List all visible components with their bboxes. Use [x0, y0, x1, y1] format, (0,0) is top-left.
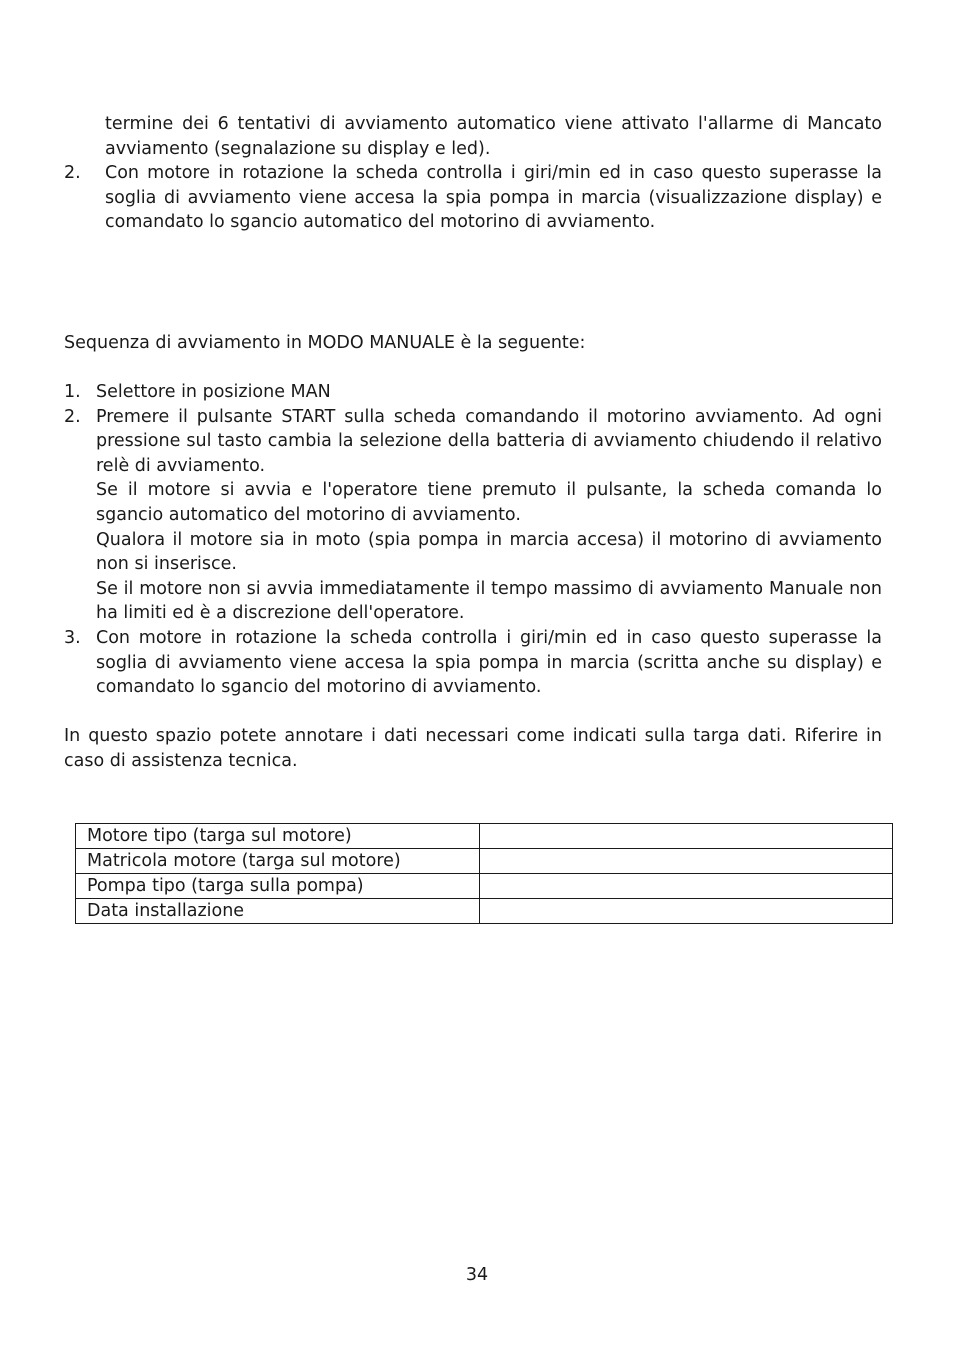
- table-cell-label: Data installazione: [76, 899, 480, 924]
- page-number: 34: [465, 1265, 489, 1285]
- table-cell-value[interactable]: [480, 899, 893, 924]
- table-cell-value[interactable]: [480, 874, 893, 899]
- list-item-text: Con motore in rotazione la scheda controlla i giri/min ed in caso questo superasse la soglia di avviamento viene accesa la spia pompa in marcia (visualizzazione display) e comandato lo sgancio automatico del motorino di avviamento.: [105, 163, 882, 233]
- table-row: [76, 874, 893, 899]
- list-item-2: [64, 161, 882, 235]
- list-item-continuation: termine dei 6 tentativi di avviamento automatico viene attivato l'allarme di Mancato avviamento (segnalazione su display e led).: [105, 114, 882, 159]
- list-item-2: [64, 405, 882, 626]
- list-item-text: Se il motore non si avvia immediatamente il tempo massimo di avviamento Manuale non ha limiti ed è a discrezione dell'operatore.: [96, 578, 882, 624]
- table-cell-value[interactable]: [480, 849, 893, 874]
- data-plate-table: [75, 823, 893, 924]
- list-item-3: [64, 626, 882, 700]
- table-row: [76, 824, 893, 849]
- list-item-text: Qualora il motore sia in moto (spia pompa in marcia accesa) il motorino di avviamento non si inserisce.: [96, 529, 882, 575]
- table-cell-label: Pompa tipo (targa sulla pompa): [76, 874, 480, 899]
- table-row: [76, 899, 893, 924]
- list-item-text: Con motore in rotazione la scheda controlla i giri/min ed in caso questo superasse la soglia di avviamento viene accesa la spia pompa in marcia (scritta anche su display) e comandato lo sgancio del motorino di avviamento.: [96, 627, 882, 698]
- auto-start-list: [64, 112, 882, 235]
- table-cell-label: Motore tipo (targa sul motore): [76, 824, 480, 849]
- list-item-number: 1.: [64, 382, 81, 402]
- table-cell-label: Matricola motore (targa sul motore): [76, 849, 480, 874]
- table-cell-value[interactable]: [480, 824, 893, 849]
- list-item-number: 2.: [64, 406, 81, 427]
- list-item-text: Premere il pulsante START sulla scheda comandando il motorino avviamento. Ad ogni pressione sul tasto cambia la selezione della batteria di avviamento chiudendo il relativo relè di avviamento.: [96, 406, 882, 476]
- manual-sequence-intro: Sequenza di avviamento in MODO MANUALE è la seguente:: [64, 333, 586, 353]
- list-item-number: 2.: [64, 163, 81, 184]
- list-item-1: [64, 380, 882, 405]
- list-item-text: Selettore in posizione MAN: [96, 382, 331, 402]
- list-item-text: Se il motore si avvia e l'operatore tiene premuto il pulsante, la scheda comanda lo sgancio automatico del motorino di avviamento.: [96, 480, 882, 525]
- table-row: [76, 849, 893, 874]
- list-item-number: 3.: [64, 627, 81, 648]
- manual-sequence-list: [64, 380, 882, 700]
- data-plate-note: In questo spazio potete annotare i dati necessari come indicati sulla targa dati. Riferire in caso di assistenza tecnica.: [64, 726, 882, 771]
